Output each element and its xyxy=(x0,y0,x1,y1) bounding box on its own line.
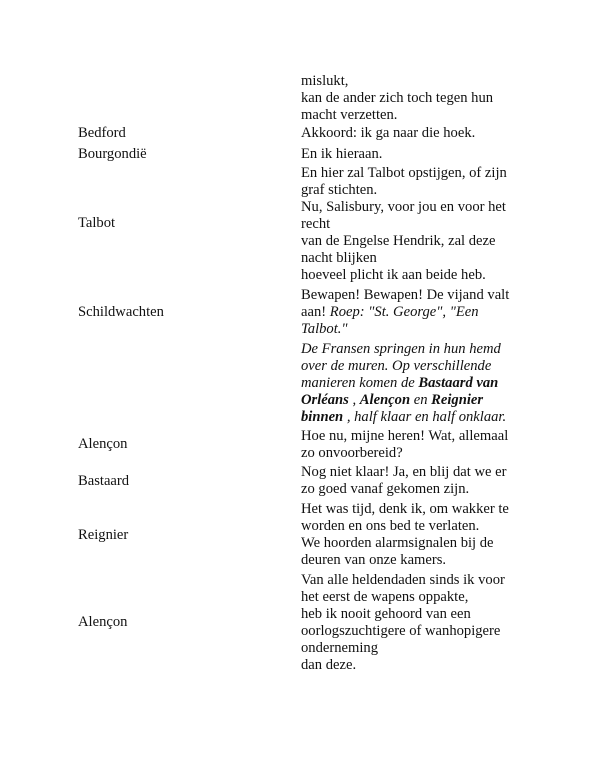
text-line xyxy=(301,304,523,321)
text-line: En hier zal Talbot opstijgen, of zijn xyxy=(301,165,507,181)
text-line: Nog niet klaar! Ja, en blij dat we er xyxy=(301,464,507,480)
stage-fragment: manieren komen de xyxy=(301,375,415,391)
text-line: Nu, Salisbury, voor jou en voor het xyxy=(301,199,506,215)
speaker-name: Talbot xyxy=(78,215,116,231)
dialogue-text xyxy=(301,165,523,284)
text-line: Van alle heldendaden sinds ik voor xyxy=(301,572,505,588)
speaker-name: Schildwachten xyxy=(78,304,164,320)
text-line: kan de ander zich toch tegen hun xyxy=(301,90,494,106)
text-line: het eerst de wapens oppakte, xyxy=(301,589,469,605)
speaker-name: Bastaard xyxy=(78,473,130,489)
text-line: deuren van onze kamers. xyxy=(301,552,447,568)
text-line: En ik hieraan. xyxy=(301,146,383,162)
speaker-name: Alençon xyxy=(78,614,128,630)
text-line: Bewapen! Bewapen! De vijand valt xyxy=(301,287,510,303)
stage-line xyxy=(301,409,523,426)
text-line: mislukt, xyxy=(301,73,349,89)
speaker-name: Alençon xyxy=(78,436,128,452)
text-line: graf stichten. xyxy=(301,182,378,198)
dialogue-text xyxy=(301,501,523,569)
text-line: hoeveel plicht ik aan beide heb. xyxy=(301,267,486,283)
speaker-name: Bedford xyxy=(78,125,126,141)
stage-fragment: en xyxy=(410,392,432,408)
stage-direction-inline: Roep: "St. George", "Een xyxy=(329,304,479,320)
dialogue-text xyxy=(301,572,523,674)
stage-line: over de muren. Op verschillende xyxy=(301,358,492,374)
text-line: worden en ons bed te verlaten. xyxy=(301,518,480,534)
stage-fragment: , xyxy=(348,392,360,408)
text-line: van de Engelse Hendrik, zal deze xyxy=(301,233,496,249)
text-line: nacht blijken xyxy=(301,250,377,266)
stage-direction-inline: Talbot." xyxy=(301,321,348,337)
stage-fragment: , half klaar en half onklaar. xyxy=(343,409,507,425)
text-line: Akkoord: ik ga naar die hoek. xyxy=(301,125,476,141)
character-name-reignier: Reignier xyxy=(431,392,484,408)
dialogue-text xyxy=(301,464,523,498)
dialogue-text xyxy=(301,146,523,163)
character-name-alencon: Alençon xyxy=(359,392,411,408)
text-line: heb ik nooit gehoord van een xyxy=(301,606,471,622)
text-fragment: aan! xyxy=(301,304,327,320)
text-line: Het was tijd, denk ik, om wakker te xyxy=(301,501,509,517)
character-name-bastaard: Bastaard van xyxy=(418,375,499,391)
stage-line: De Fransen springen in hun hemd xyxy=(301,341,501,357)
text-line: dan deze. xyxy=(301,657,357,673)
stage-word-binnen: binnen xyxy=(301,409,344,425)
stage-line xyxy=(301,375,523,392)
text-line: Hoe nu, mijne heren! Wat, allemaal xyxy=(301,428,509,444)
text-line: zo goed vanaf gekomen zijn. xyxy=(301,481,470,497)
text-line xyxy=(301,321,523,338)
stage-line xyxy=(301,392,523,409)
stage-direction xyxy=(301,341,523,426)
dialogue-text xyxy=(301,287,523,338)
speaker-name: Bourgondië xyxy=(78,146,147,162)
text-line: We hoorden alarmsignalen bij de xyxy=(301,535,494,551)
character-name-orleans: Orléans xyxy=(301,392,349,408)
text-line: zo onvoorbereid? xyxy=(301,445,403,461)
dialogue-text xyxy=(301,73,523,124)
dialogue-text xyxy=(301,125,523,142)
text-line: recht xyxy=(301,216,331,232)
speaker-name: Reignier xyxy=(78,527,129,543)
dialogue-text xyxy=(301,428,523,462)
text-line: onderneming xyxy=(301,640,379,656)
text-line: oorlogszuchtigere of wanhopigere xyxy=(301,623,501,639)
text-line: macht verzetten. xyxy=(301,107,398,123)
